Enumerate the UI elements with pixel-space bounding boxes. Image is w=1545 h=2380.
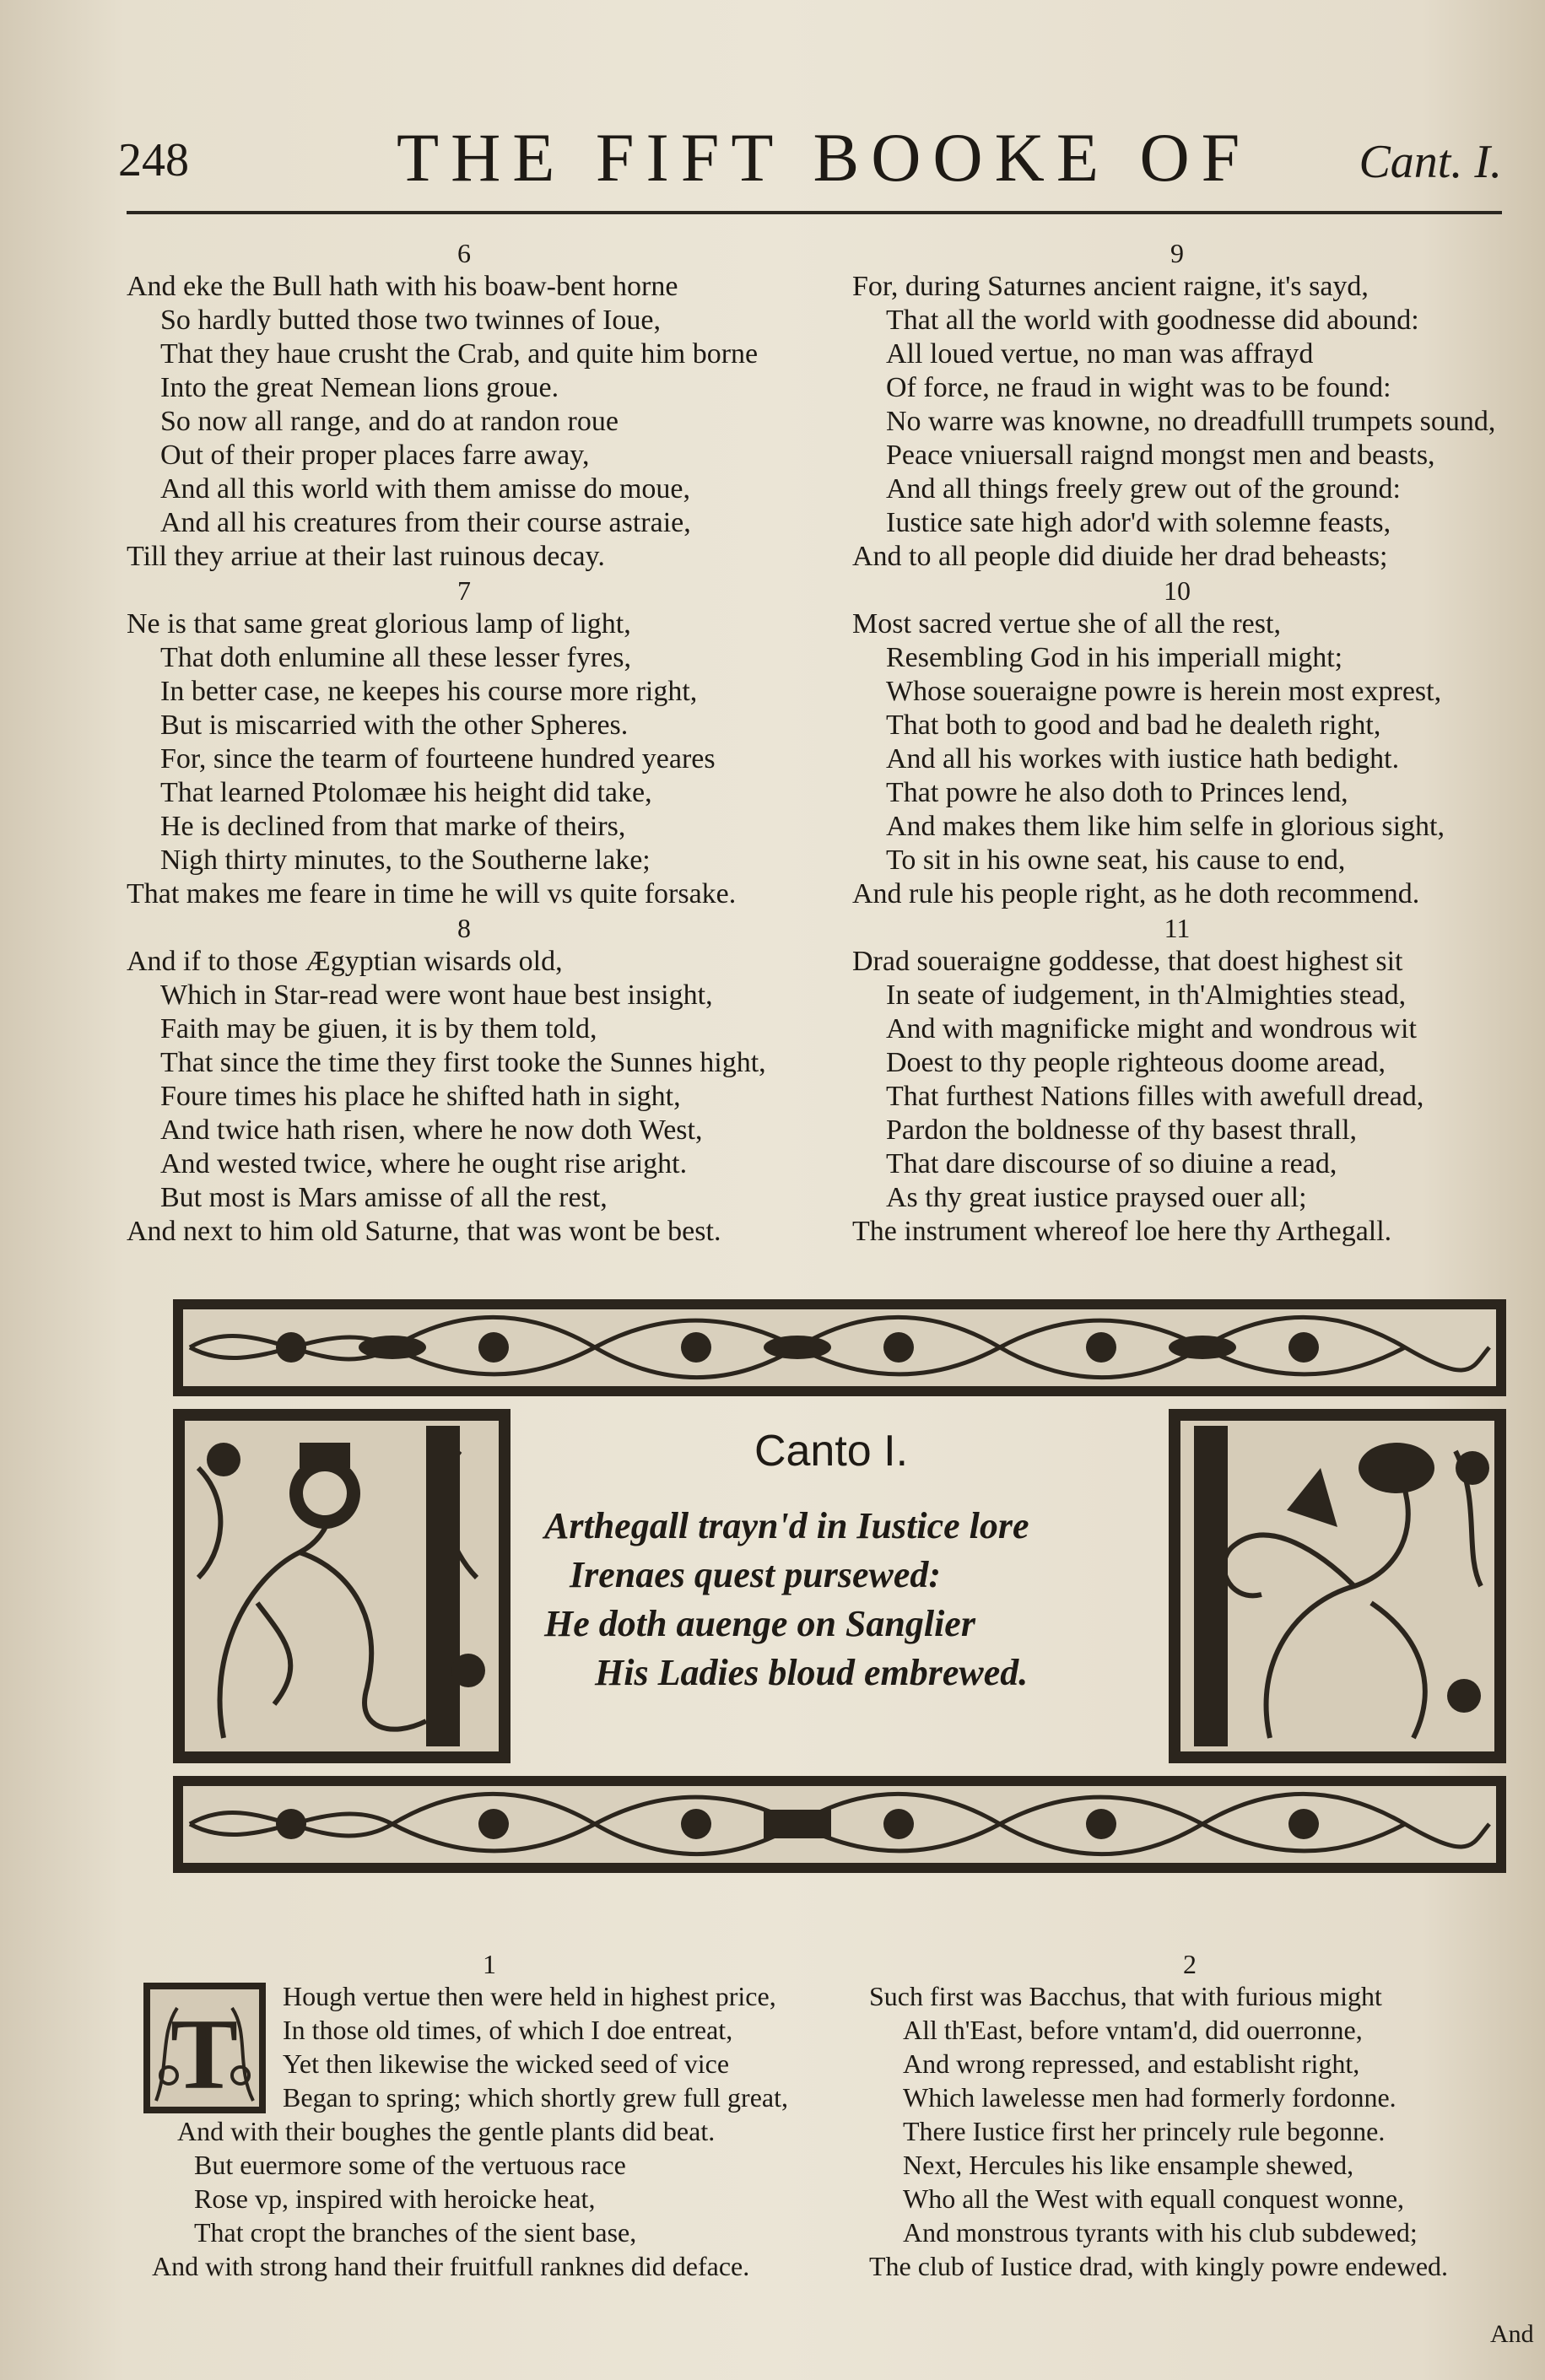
verse-line: Whose soueraigne powre is herein most exprest, bbox=[886, 676, 1442, 707]
argument-line: His Ladies bloud embrewed. bbox=[595, 1652, 1029, 1693]
verse-line: All loued vertue, no man was affrayd bbox=[886, 338, 1314, 370]
verse-line: That doth enlumine all these lesser fyres, bbox=[160, 642, 631, 673]
verse-line: And wrong repressed, and establisht right, bbox=[903, 2048, 1360, 2079]
verse-line: And if to those Ægyptian wisards old, bbox=[127, 946, 563, 977]
verse-line: That they haue crusht the Crab, and quite him borne bbox=[160, 338, 759, 370]
verse-line: Resembling God in his imperiall might; bbox=[886, 642, 1343, 673]
verse-line: Peace vniuersall raignd mongst men and beasts, bbox=[886, 440, 1435, 471]
verse-line: That cropt the branches of the sient base, bbox=[194, 2217, 637, 2248]
verse-line: Which lawelesse men had formerly fordonne. bbox=[903, 2082, 1396, 2113]
verse-line: Of force, ne fraud in wight was to be found: bbox=[886, 372, 1391, 403]
stanza-number: 2 bbox=[1183, 1949, 1197, 1979]
verse-line: That learned Ptolomæe his height did take, bbox=[160, 777, 652, 808]
verse-line: Pardon the boldnesse of thy basest thrall, bbox=[886, 1114, 1358, 1146]
verse-line: Till they arriue at their last ruinous decay. bbox=[127, 541, 605, 572]
verse-line: Who all the West with equall conquest wonne, bbox=[903, 2183, 1405, 2214]
verse-line: Doest to thy people righteous doome aread, bbox=[886, 1047, 1386, 1078]
page-number: 248 bbox=[118, 134, 189, 186]
argument-line: Arthegall trayn'd in Iustice lore bbox=[544, 1505, 1029, 1546]
argument-line: He doth auenge on Sanglier bbox=[544, 1603, 975, 1644]
catchword: And bbox=[1490, 2320, 1534, 2348]
verse-line: And with magnificke might and wondrous wit bbox=[886, 1013, 1417, 1044]
verse-line: The club of Iustice drad, with kingly powre endewed. bbox=[869, 2251, 1449, 2281]
stanza-number: 7 bbox=[457, 575, 471, 606]
canto-ornament-block bbox=[173, 1299, 1506, 1877]
verse-line: And all this world with them amisse do moue, bbox=[160, 473, 690, 505]
stanza-number: 11 bbox=[1164, 913, 1191, 943]
verse-line: And all his creatures from their course astraie, bbox=[160, 507, 691, 538]
upper-left-column bbox=[127, 236, 802, 1249]
verse-line: Hough vertue then were held in highest price, bbox=[283, 1981, 776, 2011]
verse-line: As thy great iustice praysed ouer all; bbox=[886, 1182, 1307, 1213]
verse-line: All th'East, before vntam'd, did ouerronne, bbox=[903, 2015, 1363, 2045]
verse-line: Ne is that same great glorious lamp of light, bbox=[127, 608, 631, 640]
verse-line: In seate of iudgement, in th'Almighties stead, bbox=[886, 980, 1407, 1011]
stanza-number: 9 bbox=[1170, 238, 1184, 268]
verse-line: The instrument whereof loe here thy Arthegall. bbox=[852, 1216, 1392, 1247]
stanza-number: 10 bbox=[1164, 575, 1191, 606]
verse-line: Faith may be giuen, it is by them told, bbox=[160, 1013, 597, 1044]
verse-line: That since the time they first tooke the Sunnes hight, bbox=[160, 1047, 766, 1078]
verse-line: That makes me feare in time he will vs quite forsake. bbox=[127, 878, 737, 909]
verse-line: Next, Hercules his like ensample shewed, bbox=[903, 2150, 1354, 2180]
argument-line: Irenaes quest pursewed: bbox=[570, 1554, 942, 1595]
verse-line: To sit in his owne seat, his cause to end, bbox=[886, 845, 1346, 876]
verse-line: So hardly butted those two twinnes of Ioue, bbox=[160, 305, 662, 336]
canto-title-box bbox=[510, 1400, 1152, 1805]
verse-line: In better case, ne keepes his course more right, bbox=[160, 676, 698, 707]
verse-line: And wested twice, where he ought rise aright. bbox=[160, 1148, 688, 1179]
lower-right-column bbox=[869, 1949, 1510, 2283]
verse-line: In those old times, of which I doe entreat, bbox=[283, 2015, 733, 2045]
verse-line: For, since the tearm of fourteene hundred yeares bbox=[160, 743, 716, 774]
verse-line: And with their boughes the gentle plants did beat. bbox=[177, 2116, 716, 2146]
verse-line: That all the world with goodnesse did abound: bbox=[886, 305, 1419, 336]
verse-line: Yet then likewise the wicked seed of vice bbox=[283, 2048, 730, 2079]
verse-line: Which in Star-read were wont haue best insight, bbox=[160, 980, 713, 1011]
verse-line: And rule his people right, as he doth recommend. bbox=[852, 878, 1420, 909]
verse-line: And all things freely grew out of the ground: bbox=[886, 473, 1401, 505]
verse-line: So now all range, and do at randon roue bbox=[160, 406, 619, 437]
verse-line: That dare discourse of so diuine a read, bbox=[886, 1148, 1337, 1179]
verse-line: That powre he also doth to Princes lend, bbox=[886, 777, 1348, 808]
header-rule bbox=[127, 211, 1502, 214]
upper-right-column bbox=[852, 236, 1502, 1249]
verse-line: But euermore some of the vertuous race bbox=[194, 2150, 626, 2180]
canto-label: Cant. I. bbox=[1359, 136, 1502, 188]
verse-line: That furthest Nations filles with awefull dread, bbox=[886, 1081, 1424, 1112]
running-title: THE FIFT BOOKE OF bbox=[397, 119, 1252, 196]
verse-line: Iustice sate high ador'd with solemne feasts, bbox=[886, 507, 1391, 538]
verse-line: And to all people did diuide her drad beheasts; bbox=[852, 541, 1388, 572]
verse-line: He is declined from that marke of theirs, bbox=[160, 811, 626, 842]
verse-line: Began to spring; which shortly grew full great, bbox=[283, 2082, 788, 2113]
verse-line: Out of their proper places farre away, bbox=[160, 440, 590, 471]
verse-line: Such first was Bacchus, that with furious might bbox=[869, 1981, 1382, 2011]
verse-line: And all his workes with iustice hath bedight. bbox=[886, 743, 1400, 774]
verse-line: Foure times his place he shifted hath in sight, bbox=[160, 1081, 681, 1112]
verse-line: No warre was knowne, no dreadfulll trumpets sound, bbox=[886, 406, 1496, 437]
verse-line: And eke the Bull hath with his boaw-bent horne bbox=[127, 271, 678, 302]
verse-line: And twice hath risen, where he now doth West, bbox=[160, 1114, 703, 1146]
verse-line: Drad soueraigne goddesse, that doest highest sit bbox=[852, 946, 1403, 977]
verse-line: But most is Mars amisse of all the rest, bbox=[160, 1182, 608, 1213]
verse-line: And next to him old Saturne, that was wont be best. bbox=[127, 1216, 721, 1247]
stanza-number: 8 bbox=[457, 913, 471, 943]
verse-line: But is miscarried with the other Spheres. bbox=[160, 710, 629, 741]
stanza-number: 1 bbox=[483, 1949, 496, 1979]
drop-cap-initial bbox=[143, 1983, 266, 2113]
verse-line: And monstrous tyrants with his club subdewed; bbox=[903, 2217, 1418, 2248]
canto-title: Canto I. bbox=[754, 1427, 909, 1476]
drop-cap-letter: T bbox=[170, 1998, 239, 2110]
verse-line: Rose vp, inspired with heroicke heat, bbox=[194, 2183, 596, 2214]
verse-line: Most sacred vertue she of all the rest, bbox=[852, 608, 1281, 640]
verse-line: For, during Saturnes ancient raigne, it's sayd, bbox=[852, 271, 1369, 302]
verse-line: Nigh thirty minutes, to the Southerne lake; bbox=[160, 845, 651, 876]
verse-line: That both to good and bad he dealeth right, bbox=[886, 710, 1381, 741]
verse-line: And makes them like him selfe in glorious sight, bbox=[886, 811, 1445, 842]
lower-left-column bbox=[143, 1949, 835, 2283]
verse-line: And with strong hand their fruitfull ranknes did deface. bbox=[152, 2251, 750, 2281]
stanza-number: 6 bbox=[457, 238, 471, 268]
verse-line: Into the great Nemean lions groue. bbox=[160, 372, 559, 403]
verse-line: There Iustice first her princely rule begonne. bbox=[903, 2116, 1386, 2146]
running-head bbox=[118, 118, 1502, 194]
